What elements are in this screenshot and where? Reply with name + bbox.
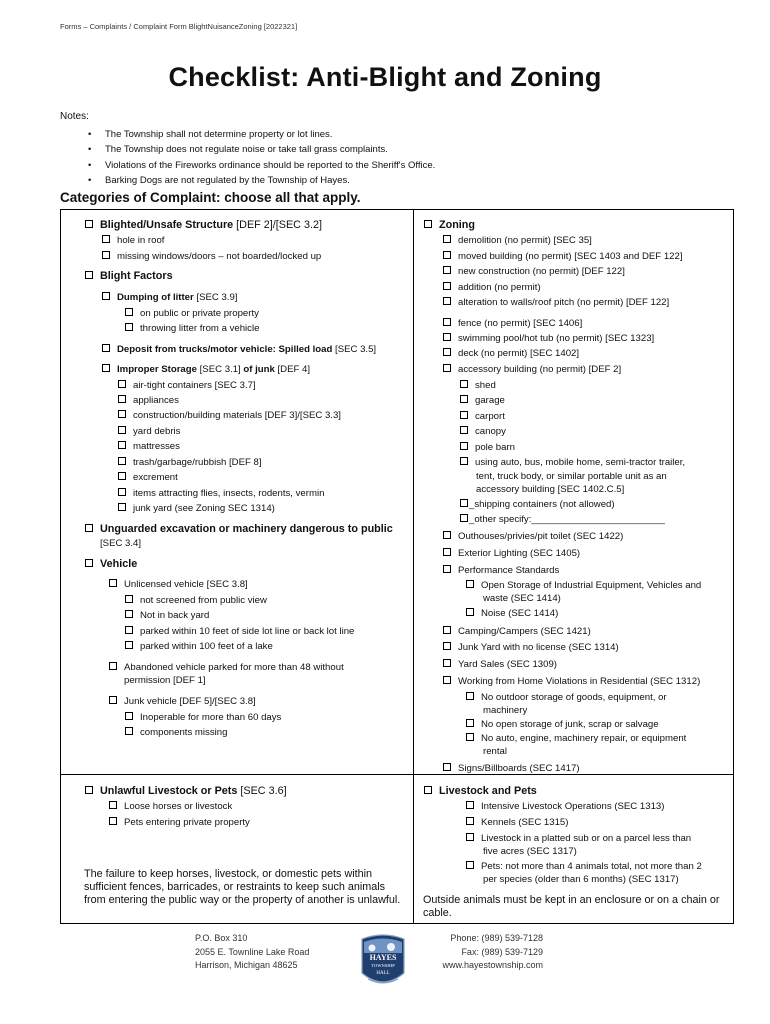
livestock-item-label-2: five acres (SEC 1317) <box>483 846 577 857</box>
note-item: • The Township shall not determine property or lot lines. <box>88 127 435 142</box>
checkbox-icon[interactable] <box>118 426 126 434</box>
item-label: swimming pool/hot tub (no permit) [SEC 1323] <box>458 333 655 344</box>
checkbox-icon[interactable] <box>460 426 468 434</box>
home-item-label-2: rental <box>483 746 507 757</box>
accessory-item-checkbox[interactable] <box>460 411 505 423</box>
checkbox-icon[interactable] <box>109 662 117 670</box>
checkbox-icon[interactable] <box>125 323 133 331</box>
checkbox-icon[interactable] <box>125 727 133 735</box>
item-label[interactable]: _other specify:_________________________ <box>469 514 665 525</box>
footer-address-line: 2055 E. Townline Lake Road <box>195 946 310 957</box>
checkbox-icon[interactable] <box>466 861 474 869</box>
checkbox-icon[interactable] <box>118 457 126 465</box>
checkbox-icon[interactable] <box>443 763 451 771</box>
junk-item-checkbox[interactable] <box>125 727 227 739</box>
checkbox-icon[interactable] <box>125 610 133 618</box>
zoning-item-checkbox[interactable] <box>443 318 582 330</box>
zoning-checkbox[interactable] <box>424 219 475 232</box>
item-label: Noise (SEC 1414) <box>481 608 559 619</box>
item-label: No auto, engine, machinery repair, or equipment <box>481 733 687 744</box>
item-label: deck (no permit) [SEC 1402] <box>458 348 580 359</box>
working-from-home-checkbox[interactable] <box>443 676 700 688</box>
excavation-label: Unguarded excavation or machinery dangerous to public <box>100 523 393 535</box>
accessory-item-checkbox[interactable] <box>460 395 505 407</box>
item-label: shed <box>475 380 496 391</box>
pets-entering-checkbox[interactable] <box>109 817 250 829</box>
blight-factors-checkbox[interactable] <box>85 270 173 283</box>
checkbox-icon[interactable] <box>109 801 117 809</box>
checkbox-icon[interactable] <box>443 659 451 667</box>
dumping-ref: [SEC 3.9] <box>193 292 238 303</box>
excavation-ref: [SEC 3.4] <box>100 538 142 549</box>
checkbox-icon[interactable] <box>443 348 451 356</box>
zoning-item-checkbox[interactable] <box>443 659 557 671</box>
unlawful-livestock-ref: [SEC 3.6] <box>237 785 287 797</box>
junk-item-checkbox[interactable] <box>125 712 281 724</box>
accessory-item-checkbox[interactable] <box>460 442 515 454</box>
notes-list <box>88 127 435 188</box>
checkbox-icon[interactable] <box>466 817 474 825</box>
checkbox-icon[interactable] <box>85 786 93 794</box>
storage-ref1: [SEC 3.1] <box>196 364 244 375</box>
checkbox-icon[interactable] <box>102 251 110 259</box>
item-label: Unlicensed vehicle [SEC 3.8] <box>124 579 248 590</box>
loose-horses-checkbox[interactable] <box>109 801 232 813</box>
zoning-item-checkbox[interactable] <box>443 642 619 654</box>
page-title: Checklist: Anti-Blight and Zoning <box>168 62 602 92</box>
livestock-item-checkbox[interactable] <box>466 817 568 829</box>
noise-checkbox[interactable] <box>466 608 558 620</box>
footer-website-link[interactable]: www.hayestownship.com <box>442 960 543 970</box>
storage-item-checkbox[interactable] <box>118 410 341 422</box>
footer-address <box>195 932 309 973</box>
item-label: Intensive Livestock Operations (SEC 1313) <box>481 801 665 812</box>
item-label: Loose horses or livestock <box>124 801 233 812</box>
shipping-containers-checkbox[interactable] <box>460 499 615 511</box>
item-label: yard debris <box>133 426 181 437</box>
item-label: Yard Sales (SEC 1309) <box>458 659 558 670</box>
checkbox-icon[interactable] <box>118 441 126 449</box>
livestock-item-checkbox[interactable] <box>466 833 691 845</box>
item-label: Abandoned vehicle parked for more than 48 without <box>124 662 344 673</box>
item-label: No outdoor storage of goods, equipment, or <box>481 692 667 703</box>
item-label: missing windows/doors – not boarded/locked up <box>117 251 322 262</box>
note-item: • The Township does not regulate noise or take tall grass complaints. <box>88 142 435 157</box>
checkbox-icon[interactable] <box>460 411 468 419</box>
storage-item-checkbox[interactable] <box>118 426 180 438</box>
item-label: carport <box>475 411 505 422</box>
item-label: Livestock in a platted sub or on a parcel less than <box>481 833 692 844</box>
signs-billboards-checkbox[interactable] <box>443 763 580 775</box>
vehicle-label: Vehicle <box>100 558 138 570</box>
accessory-building-checkbox[interactable] <box>443 364 621 376</box>
checkbox-icon[interactable] <box>443 235 451 243</box>
footer-contact <box>432 932 543 973</box>
checkbox-icon[interactable] <box>460 380 468 388</box>
checkbox-icon[interactable] <box>443 626 451 634</box>
item-label: hole in roof <box>117 235 165 246</box>
using-auto-label-3: accessory building [SEC 1402.C.5] <box>476 484 625 495</box>
checkbox-icon[interactable] <box>118 503 126 511</box>
checkbox-icon[interactable] <box>460 442 468 450</box>
item-label: parked within 100 feet of a lake <box>140 641 273 652</box>
hole-in-roof-checkbox[interactable] <box>102 235 164 247</box>
dumping-litter-checkbox[interactable] <box>102 292 237 304</box>
zoning-item-checkbox[interactable] <box>443 333 654 345</box>
open-storage-checkbox[interactable] <box>466 580 701 592</box>
storage-item-checkbox[interactable] <box>118 457 262 469</box>
accessory-item-checkbox[interactable] <box>460 380 496 392</box>
checkbox-icon[interactable] <box>443 364 451 372</box>
zoning-item-checkbox[interactable] <box>443 266 625 278</box>
junk-vehicle-checkbox[interactable] <box>109 696 256 708</box>
accessory-item-checkbox[interactable] <box>460 426 506 438</box>
home-item-label-2: machinery <box>483 705 528 716</box>
item-label: Open Storage of Industrial Equipment, Vehicles and <box>481 580 702 591</box>
livestock-item-label-2: per species (older than 6 months) (SEC 1317) <box>483 874 679 885</box>
notes-label: Notes: <box>60 111 89 122</box>
item-label: Exterior Lighting (SEC 1405) <box>458 548 581 559</box>
dumping-label: Dumping of litter <box>117 292 194 303</box>
item-label: Working from Home Violations in Residential (SEC 1312) <box>458 676 701 687</box>
livestock-pets-label: Livestock and Pets <box>439 785 537 797</box>
logo-text: HAYES <box>369 953 397 962</box>
categories-heading: Categories of Complaint: choose all that apply. <box>60 190 361 205</box>
checkbox-icon[interactable] <box>109 817 117 825</box>
storage-mid: of junk <box>243 364 275 375</box>
checkbox-icon[interactable] <box>85 524 93 532</box>
storage-label: Improper Storage <box>117 364 197 375</box>
item-label: pole barn <box>475 442 516 453</box>
hayes-township-hall-logo-icon <box>358 933 408 989</box>
blighted-structure-label: Blighted/Unsafe Structure <box>100 219 234 231</box>
checkbox-icon[interactable] <box>424 786 432 794</box>
checkbox-icon[interactable] <box>102 235 110 243</box>
public-private-property-checkbox[interactable] <box>125 308 259 320</box>
zoning-item-checkbox[interactable] <box>443 531 623 543</box>
checkbox-icon[interactable] <box>118 395 126 403</box>
checkbox-icon[interactable] <box>466 801 474 809</box>
footer-address-line: Harrison, Michigan 48625 <box>195 960 298 970</box>
item-label: fence (no permit) [SEC 1406] <box>458 318 583 329</box>
item-label: items attracting flies, insects, rodents, vermin <box>133 488 325 499</box>
unlicensed-item-checkbox[interactable] <box>125 610 209 622</box>
storage-item-checkbox[interactable] <box>118 488 324 500</box>
unlicensed-item-checkbox[interactable] <box>125 595 267 607</box>
item-label: No open storage of junk, scrap or salvage <box>481 719 659 730</box>
checkbox-icon[interactable] <box>443 548 451 556</box>
unlawful-livestock-label: Unlawful Livestock or Pets <box>100 785 238 797</box>
zoning-item-checkbox[interactable] <box>443 251 683 263</box>
item-label: Pets entering private property <box>124 817 250 828</box>
footer-fax: Fax: (989) 539-7129 <box>461 946 543 957</box>
performance-standards-checkbox[interactable] <box>443 565 559 577</box>
checkbox-icon[interactable] <box>443 531 451 539</box>
item-label: using auto, bus, mobile home, semi-tractor trailer, <box>475 457 686 468</box>
unlicensed-item-checkbox[interactable] <box>125 626 354 638</box>
unlicensed-vehicle-checkbox[interactable] <box>109 579 248 591</box>
checkbox-icon[interactable] <box>443 266 451 274</box>
item-label: _shipping containers (not allowed) <box>469 499 615 510</box>
vehicle-checkbox[interactable] <box>85 558 137 571</box>
checkbox-icon[interactable] <box>466 608 474 616</box>
checkbox-icon[interactable] <box>443 565 451 573</box>
checkbox-icon[interactable] <box>460 514 468 522</box>
storage-ref2: [DEF 4] <box>274 364 310 375</box>
item-label: appliances <box>133 395 179 406</box>
item-label: components missing <box>140 727 228 738</box>
checkbox-icon[interactable] <box>109 579 117 587</box>
checkbox-icon[interactable] <box>424 220 432 228</box>
logo-text: TOWNSHIP <box>371 963 395 968</box>
blighted-structure-ref: [DEF 2]/[SEC 3.2] <box>233 219 322 231</box>
item-label: Camping/Campers (SEC 1421) <box>458 626 591 637</box>
item-label: throwing litter from a vehicle <box>140 323 260 334</box>
checkbox-icon[interactable] <box>125 641 133 649</box>
checkbox-icon[interactable] <box>125 308 133 316</box>
using-auto-label-2: tent, truck body, or similar portable unit as an <box>476 471 667 482</box>
abandoned-vehicle-checkbox[interactable] <box>109 662 344 674</box>
checkbox-icon[interactable] <box>125 626 133 634</box>
zoning-item-checkbox[interactable] <box>443 348 579 360</box>
unlicensed-item-checkbox[interactable] <box>125 641 273 653</box>
blighted-structure-checkbox[interactable] <box>85 219 322 232</box>
item-label: Not in back yard <box>140 610 210 621</box>
item-label: mattresses <box>133 441 180 452</box>
item-label: Kennels (SEC 1315) <box>481 817 569 828</box>
item-label: Junk vehicle [DEF 5]/[SEC 3.8] <box>124 696 256 707</box>
deposit-trucks-checkbox[interactable] <box>102 344 376 356</box>
livestock-item-checkbox[interactable] <box>466 861 702 873</box>
open-storage-label-2: waste (SEC 1414) <box>483 593 561 604</box>
checkbox-icon[interactable] <box>460 395 468 403</box>
item-label: Junk Yard with no license (SEC 1314) <box>458 642 619 653</box>
checkbox-icon[interactable] <box>102 344 110 352</box>
deposit-ref: [SEC 3.5] <box>332 344 377 355</box>
checkbox-icon[interactable] <box>118 472 126 480</box>
item-label: canopy <box>475 426 506 437</box>
livestock-item-checkbox[interactable] <box>466 801 664 813</box>
checkbox-icon[interactable] <box>460 457 468 465</box>
checkbox-icon[interactable] <box>85 220 93 228</box>
item-label: junk yard (see Zoning SEC 1314) <box>133 503 275 514</box>
storage-item-checkbox[interactable] <box>118 380 256 392</box>
zoning-item-checkbox[interactable] <box>443 626 591 638</box>
item-label: alteration to walls/roof pitch (no permit) [DEF 122] <box>458 297 670 308</box>
note-item: • Barking Dogs are not regulated by the Township of Hayes. <box>88 173 435 188</box>
breadcrumb: Forms – Complaints / Complaint Form BlightNuisanceZoning [2022321] <box>60 22 298 31</box>
item-label: addition (no permit) <box>458 282 541 293</box>
blight-factors-label: Blight Factors <box>100 270 173 282</box>
deposit-label: Deposit from trucks/motor vehicle: Spilled load <box>117 344 333 355</box>
checkbox-icon[interactable] <box>85 559 93 567</box>
livestock-pets-checkbox[interactable] <box>424 785 537 798</box>
checkbox-icon[interactable] <box>109 696 117 704</box>
throwing-litter-checkbox[interactable] <box>125 323 259 335</box>
checkbox-icon[interactable] <box>443 297 451 305</box>
storage-item-checkbox[interactable] <box>118 441 180 453</box>
checkbox-icon[interactable] <box>102 292 110 300</box>
zoning-item-checkbox[interactable] <box>443 282 541 294</box>
item-label: excrement <box>133 472 178 483</box>
livestock-paragraph: The failure to keep horses, livestock, or domestic pets within sufficient fences, barricades, or restraints to keep such animals from entering the public way or the property of another is unlawful. <box>84 868 401 906</box>
checkbox-icon[interactable] <box>466 692 474 700</box>
checkbox-icon[interactable] <box>466 719 474 727</box>
item-label: demolition (no permit) [SEC 35] <box>458 235 592 246</box>
checkbox-icon[interactable] <box>85 271 93 279</box>
item-label: Inoperable for more than 60 days <box>140 712 282 723</box>
item-label: new construction (no permit) [DEF 122] <box>458 266 625 277</box>
checkbox-icon[interactable] <box>443 333 451 341</box>
item-label: Signs/Billboards (SEC 1417) <box>458 763 580 774</box>
home-item-checkbox[interactable] <box>466 692 667 704</box>
row-divider <box>60 774 734 775</box>
outside-animals-paragraph: Outside animals must be kept in an enclosure or on a chain or cable. <box>423 894 720 919</box>
checkbox-icon[interactable] <box>125 712 133 720</box>
excavation-checkbox[interactable] <box>85 523 393 536</box>
zoning-item-checkbox[interactable] <box>443 548 580 560</box>
missing-windows-checkbox[interactable] <box>102 251 321 263</box>
item-label: construction/building materials [DEF 3]/[SEC 3.3] <box>133 410 341 421</box>
zoning-item-checkbox[interactable] <box>443 235 592 247</box>
checkbox-icon[interactable] <box>443 676 451 684</box>
unlawful-livestock-checkbox[interactable] <box>85 785 287 798</box>
checkbox-icon[interactable] <box>443 318 451 326</box>
checkbox-icon[interactable] <box>443 251 451 259</box>
item-label: not screened from public view <box>140 595 267 606</box>
checkbox-icon[interactable] <box>466 833 474 841</box>
home-item-checkbox[interactable] <box>466 719 659 731</box>
item-label: garage <box>475 395 505 406</box>
storage-item-checkbox[interactable] <box>118 503 275 515</box>
zoning-item-checkbox[interactable] <box>443 297 669 309</box>
item-label: Outhouses/privies/pit toilet (SEC 1422) <box>458 531 624 542</box>
item-label: trash/garbage/rubbish [DEF 8] <box>133 457 262 468</box>
abandoned-vehicle-label-2: permission [DEF 1] <box>124 675 206 686</box>
footer-phone: Phone: (989) 539-7128 <box>450 933 543 943</box>
item-label: air-tight containers [SEC 3.7] <box>133 380 256 391</box>
item-label: on public or private property <box>140 308 259 319</box>
improper-storage-checkbox[interactable] <box>102 364 310 376</box>
checkbox-icon[interactable] <box>102 364 110 372</box>
checkbox-icon[interactable] <box>466 580 474 588</box>
using-auto-checkbox[interactable] <box>460 457 685 469</box>
checkbox-icon[interactable] <box>443 642 451 650</box>
checkbox-icon[interactable] <box>118 410 126 418</box>
other-specify-checkbox[interactable] <box>460 514 665 526</box>
logo-text: HALL <box>376 971 390 976</box>
item-label: moved building (no permit) [SEC 1403 and DEF 122] <box>458 251 683 262</box>
checkbox-icon[interactable] <box>118 380 126 388</box>
checkbox-icon[interactable] <box>125 595 133 603</box>
item-label: Performance Standards <box>458 565 560 576</box>
storage-item-checkbox[interactable] <box>118 472 178 484</box>
column-divider <box>413 209 414 924</box>
zoning-label: Zoning <box>439 219 475 231</box>
checkbox-icon[interactable] <box>118 488 126 496</box>
storage-item-checkbox[interactable] <box>118 395 179 407</box>
checkbox-icon[interactable] <box>460 499 468 507</box>
note-item: • Violations of the Fireworks ordinance should be reported to the Sheriff's Office. <box>88 158 435 173</box>
checkbox-icon[interactable] <box>443 282 451 290</box>
item-label: parked within 10 feet of side lot line or back lot line <box>140 626 355 637</box>
item-label: Pets: not more than 4 animals total, not more than 2 <box>481 861 702 872</box>
item-label: accessory building (no permit) [DEF 2] <box>458 364 622 375</box>
checkbox-icon[interactable] <box>466 733 474 741</box>
home-item-checkbox[interactable] <box>466 733 686 745</box>
footer-address-line: P.O. Box 310 <box>195 933 248 943</box>
